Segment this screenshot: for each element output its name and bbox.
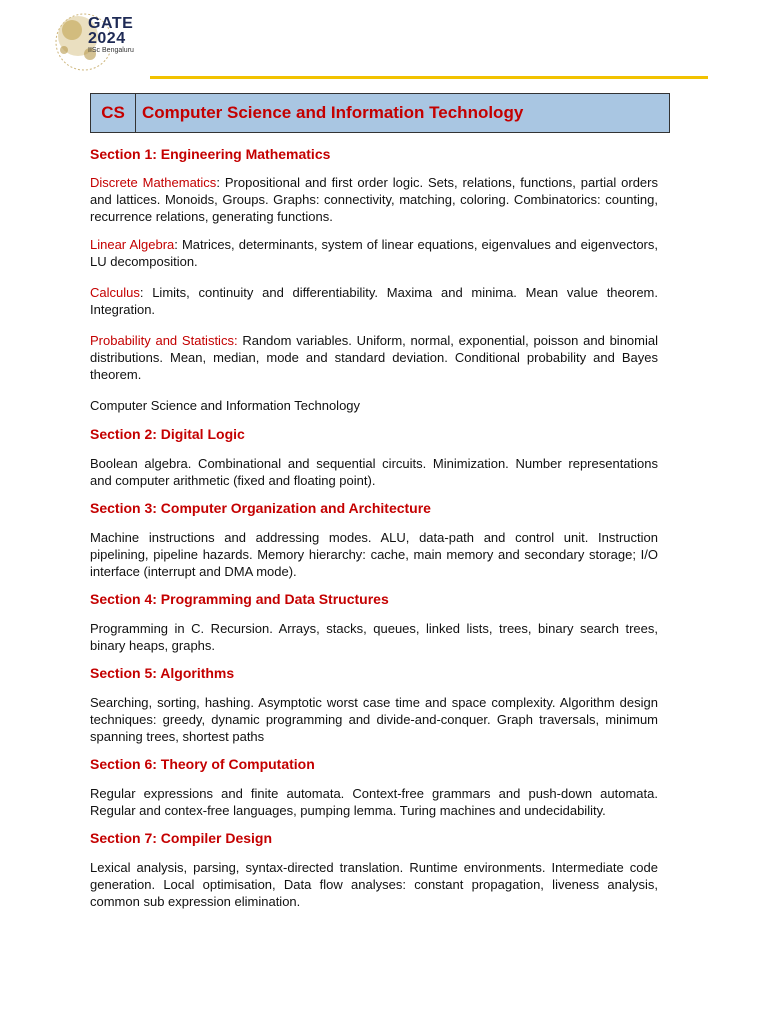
section-5-heading: Section 5: Algorithms bbox=[90, 665, 235, 681]
section-3-heading: Section 3: Computer Organization and Architecture bbox=[90, 500, 431, 516]
section-7-heading: Section 7: Compiler Design bbox=[90, 830, 273, 846]
topic-name: Calculus bbox=[90, 285, 140, 300]
section-2-body: Boolean algebra. Combinational and sequential circuits. Minimization. Number representations and computer arithmetic (fixed and floating point). bbox=[90, 456, 658, 488]
subject-code: CS bbox=[91, 94, 136, 132]
syllabus-content bbox=[90, 146, 658, 910]
topic-probability bbox=[90, 332, 658, 383]
topic-text: : Propositional and first order logic. Sets, relations, functions, partial orders and lattices. Monoids, Groups. Graphs: connectivity, matching, coloring. Combinatorics: counting, recurrence relations, generating functions. bbox=[90, 175, 658, 224]
topic-name: Probability and Statistics: bbox=[90, 333, 238, 348]
section-3-body: Machine instructions and addressing modes. ALU, data-path and control unit. Instruction pipelining, pipeline hazards. Memory hierarchy: cache, main memory and secondary storage; I/O interface (interrupt and DMA mode). bbox=[90, 530, 658, 579]
topic-text: : Limits, continuity and differentiability. Maxima and minima. Mean value theorem. Integration. bbox=[90, 285, 658, 317]
topic-name: Discrete Mathematics bbox=[90, 175, 217, 190]
section-6-heading: Section 6: Theory of Computation bbox=[90, 756, 315, 772]
subject-header bbox=[90, 93, 670, 133]
topic-linear-algebra bbox=[90, 236, 658, 270]
logo-title: GATE bbox=[88, 15, 134, 32]
topic-text: Random variables. Uniform, normal, exponential, poisson and binomial distributions. Mean, median, mode and standard deviation. Conditional probability and Bayes theorem. bbox=[90, 333, 658, 382]
logo-subtitle: IISc Bengaluru bbox=[88, 47, 134, 54]
topic-discrete-math bbox=[90, 174, 658, 225]
section-1-heading: Section 1: Engineering Mathematics bbox=[90, 146, 331, 162]
gate-logo bbox=[50, 6, 150, 76]
topic-text: : Matrices, determinants, system of linear equations, eigenvalues and eigenvectors, LU decomposition. bbox=[90, 237, 658, 269]
section-7-body: Lexical analysis, parsing, syntax-directed translation. Runtime environments. Intermediate code generation. Local optimisation, Data flow analyses: constant propagation, liveness analysis, common sub expression elimination. bbox=[90, 860, 658, 909]
logo-year: 2024 bbox=[88, 30, 126, 47]
section-5-body: Searching, sorting, hashing. Asymptotic worst case time and space complexity. Algorithm design techniques: greedy, dynamic programming and divide-and-conquer. Graph traversals, minimum spanning trees, shortest paths bbox=[90, 695, 658, 744]
section-4-heading: Section 4: Programming and Data Structures bbox=[90, 591, 389, 607]
subject-title: Computer Science and Information Technology bbox=[142, 103, 524, 122]
topic-calculus bbox=[90, 284, 658, 318]
section-6-body: Regular expressions and finite automata. Context-free grammars and push-down automata. Regular and contex-free languages, pumping lemma. Turing machines and undecidability. bbox=[90, 786, 658, 818]
topic-name: Linear Algebra bbox=[90, 237, 175, 252]
header-divider bbox=[150, 76, 708, 79]
running-footer-text: Computer Science and Information Technology bbox=[90, 398, 361, 413]
section-4-body: Programming in C. Recursion. Arrays, stacks, queues, linked lists, trees, binary search trees, binary heaps, graphs. bbox=[90, 621, 658, 653]
section-2-heading: Section 2: Digital Logic bbox=[90, 426, 245, 442]
